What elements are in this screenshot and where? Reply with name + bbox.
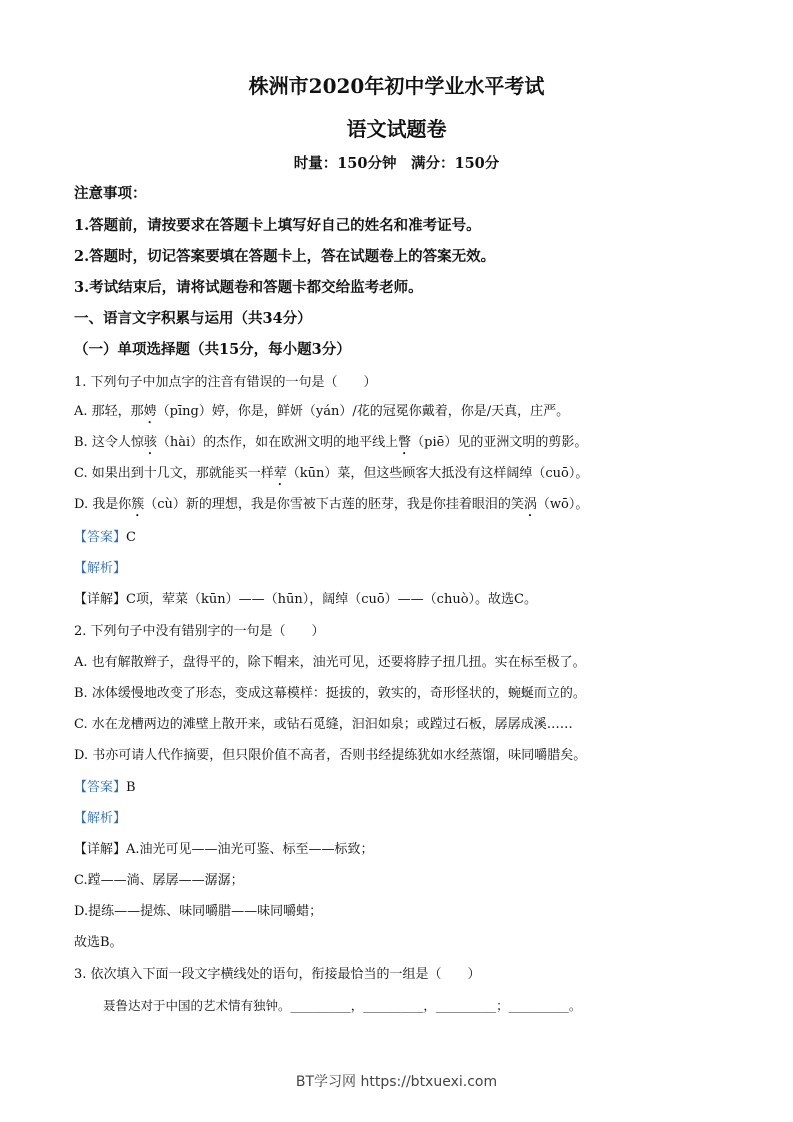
- q1-c-pre: C. 如果出到十几文，那就能买一样: [74, 466, 274, 481]
- q1-c-post: （kūn）菜，但这些顾客大抵没有这样阔绰（cuō）。: [286, 466, 589, 481]
- q2-option-d: D. 书亦可请人代作摘要，但只限价值不高者，否则书经提练犹如水经蒸馏，味同嚼腊矣。: [74, 748, 587, 763]
- q1-a-post: （pīng）婷，你是，鲜妍（yán）/花的冠冕你戴着，你是/天真，庄严。: [156, 404, 570, 419]
- q1-option-d: [74, 493, 588, 520]
- q2-answer: [74, 776, 136, 795]
- q2-answer-tag: 【答案】: [74, 780, 127, 795]
- q2-detail-2: C.蹚——淌、孱孱——潺潺；: [74, 873, 244, 888]
- q1-answer: [74, 526, 136, 545]
- q1-b-post: （piē）见的亚洲文明的剪影。: [411, 435, 588, 450]
- exam-subtitle: 语文试题卷: [346, 117, 447, 141]
- q1-b-mid: （hài）的杰作，如在欧洲文明的地平线上: [156, 435, 399, 450]
- section1-heading: 一、语言文字积累与运用（共34分）: [74, 310, 312, 327]
- q1-d-pre: D. 我是你: [74, 497, 132, 512]
- q1-detail-tag: 【详解】: [74, 592, 127, 607]
- q2-detail-1: [74, 838, 374, 857]
- q2-option-c: C. 水在龙槽两边的滩壁上散开来，或钻石觅缝，汩汩如泉；或蹚过石板，孱孱成溪……: [74, 717, 573, 732]
- q1-answer-value: C: [126, 530, 136, 545]
- q1-option-c: [74, 462, 588, 489]
- q2-answer-value: B: [126, 780, 136, 795]
- section1-subheading: （一）单项选择题（共15分，每小题3分）: [74, 341, 351, 358]
- q1-b-dotted-2: 瞥: [398, 435, 412, 450]
- page-footer: BT学习网 https://btxuexi.com: [295, 1074, 498, 1090]
- q1-b-dotted-1: 骇: [143, 435, 157, 450]
- q1-d-dotted-2: 涡: [523, 497, 537, 512]
- q1-a-dotted: 娉: [143, 404, 157, 419]
- notice-item-3: 3.考试结束后，请将试题卷和答题卡都交给监考老师。: [74, 279, 423, 296]
- exam-title: 株洲市2020年初中学业水平考试: [248, 74, 545, 98]
- q1-d-dotted-1: 簇: [131, 497, 145, 512]
- q1-analysis-tag: 【解析】: [74, 561, 127, 576]
- q2-detail-tag: 【详解】: [74, 842, 127, 857]
- q1-b-pre: B. 这令人惊: [74, 435, 144, 450]
- q2-detail-3: D.提练——提炼、味同嚼腊——味同嚼蜡；: [74, 904, 323, 919]
- exam-time-info: 时量：150分钟 满分：150分: [293, 155, 500, 172]
- q2-stem: 2. 下列句子中没有错别字的一句是（ ）: [74, 624, 325, 639]
- notice-item-2: 2.答题时，切记答案要填在答题卡上，答在试题卷上的答案无效。: [74, 248, 496, 265]
- notice-heading: 注意事项：: [74, 185, 147, 202]
- q1-detail-text: C项，荤菜（kūn）——（hūn），阔绰（cuō）——（chuò）。故选C。: [126, 592, 537, 607]
- q3-stem: 3. 依次填入下面一段文字横线处的语句，衔接最恰当的一组是（ ）: [74, 967, 481, 982]
- notice-item-1: 1.答题前，请按要求在答题卡上填写好自己的姓名和准考证号。: [74, 217, 481, 234]
- q1-detail: [74, 588, 537, 607]
- q1-a-pre: A. 那轻，那: [74, 404, 144, 419]
- q1-option-b: [74, 431, 587, 458]
- q1-answer-tag: 【答案】: [74, 530, 127, 545]
- q1-option-a: [74, 400, 569, 427]
- q1-stem: 1. 下列句子中加点字的注音有错误的一句是（ ）: [74, 375, 377, 390]
- q1-d-mid: （cù）新的理想，我是你雪被下古莲的胚芽，我是你挂着眼泪的笑: [144, 497, 524, 512]
- q2-detail-4: 故选B。: [74, 935, 123, 950]
- q2-analysis-tag: 【解析】: [74, 811, 127, 826]
- q1-c-dotted: 荤: [273, 466, 287, 481]
- q2-detail-text-1: A.油光可见——油光可鉴、标至——标致；: [126, 842, 374, 857]
- q2-option-b: B. 冰体缓慢地改变了形态，变成这幕模样：挺拔的，敦实的，奇形怪状的，蜿蜒而立的。: [74, 686, 586, 701]
- q1-d-post: （wō）。: [536, 497, 589, 512]
- q3-passage: 聂鲁达对于中国的艺术情有独钟。________，________，________；________。: [103, 998, 582, 1013]
- q2-option-a: A. 也有解散辫子，盘得平的，除下帽来，油光可见，还要将脖子扭几扭。实在标至极了。: [74, 655, 586, 670]
